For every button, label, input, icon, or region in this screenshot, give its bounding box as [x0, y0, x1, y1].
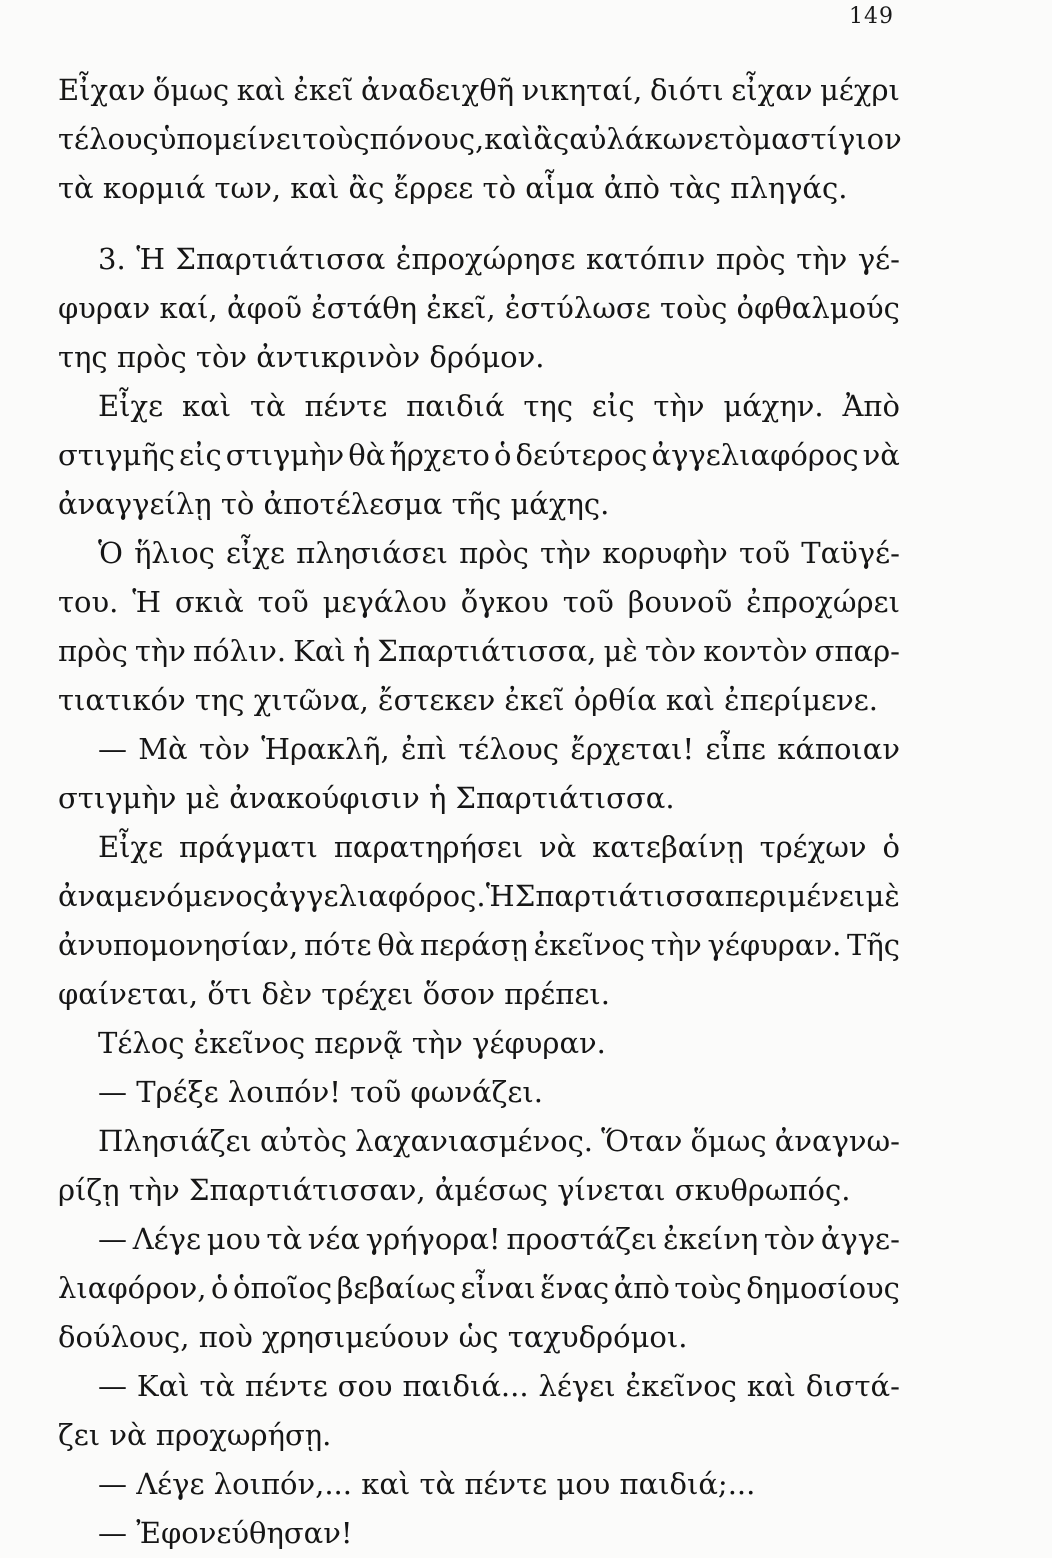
word: ἕνας: [540, 1271, 610, 1305]
word: μὲ: [603, 634, 638, 668]
word: μάχην.: [723, 389, 824, 423]
text-line: [58, 529, 900, 578]
word: τοῦ: [257, 585, 309, 619]
word: πέντε: [304, 389, 388, 423]
word: ὅμως: [690, 1124, 767, 1158]
word: τοῦ: [562, 585, 614, 619]
text-line: [58, 725, 900, 774]
word: σπαρ-: [814, 634, 900, 668]
word: καὶ: [236, 73, 286, 107]
word: Ἀπὸ: [842, 389, 900, 423]
word: Εἶχε: [98, 389, 164, 423]
word: 3.: [98, 242, 126, 276]
word: λιαφόρον,: [58, 1271, 207, 1305]
text-line: [58, 823, 900, 872]
text-line: ζει νὰ προχωρήσῃ.: [58, 1418, 332, 1452]
word: ἐστύλωσε: [504, 291, 651, 325]
word: ἀγγε-: [820, 1222, 900, 1256]
word: Τῆς: [847, 928, 900, 962]
word: ἡ: [352, 634, 371, 668]
word: ἥλιος: [134, 536, 215, 570]
word: καὶ: [182, 389, 232, 423]
word: Ἡ: [132, 585, 162, 619]
word: τὸν: [198, 732, 250, 766]
word: γρήγορα!: [365, 1222, 501, 1256]
word: τοὺς: [659, 291, 728, 325]
word: περάσῃ: [420, 928, 528, 962]
word: ὀφθαλμούς: [736, 291, 900, 325]
text-line: — Λέγε λοιπόν,... καὶ τὰ πέντε μου παιδιά;...: [98, 1467, 756, 1501]
word: ἀναμενόμενος: [58, 879, 269, 913]
word: Ὅταν: [601, 1124, 683, 1158]
text-line: ρίζῃ τὴν Σπαρτιάτισσαν, ἀμέσως γίνεται σκυθρωπός.: [58, 1173, 851, 1207]
word: ὁ: [882, 830, 900, 864]
word: τέλους: [58, 122, 159, 156]
word: ὁ: [493, 438, 512, 472]
word: καὶ: [484, 122, 534, 156]
word: γέφυραν.: [707, 928, 842, 962]
text-line: τὰ κορμιά των, καὶ ἂς ἔρρεε τὸ αἷμα ἀπὸ τὰς πληγάς.: [58, 171, 848, 205]
word: Ὁ: [98, 536, 123, 570]
word: ἐπροχώρει: [746, 585, 900, 619]
word: Εἶχαν: [58, 73, 146, 107]
word: εἶχε: [226, 536, 286, 570]
page-number: 149: [849, 4, 894, 29]
word: στιγμῆς: [58, 438, 176, 472]
word: πόνους,: [369, 122, 485, 156]
word: κάποιαν: [777, 732, 900, 766]
word: —: [98, 732, 127, 766]
word: σου: [337, 1369, 393, 1403]
text-line: [58, 1264, 900, 1313]
word: ἐκεῖνος: [533, 928, 646, 962]
word: τοὺς: [674, 1271, 742, 1305]
word: Ἡ: [136, 242, 165, 276]
text-line: [58, 578, 900, 627]
word: στιγμὴν: [225, 438, 345, 472]
word: Μὰ: [138, 732, 188, 766]
word: εἶναι: [460, 1271, 536, 1305]
word: ἀναδειχθῆ: [361, 73, 515, 107]
word: θὰ: [348, 438, 386, 472]
text-line: φαίνεται, ὅτι δὲν τρέχει ὅσον πρέπει.: [58, 977, 610, 1011]
word: μεγάλου: [322, 585, 447, 619]
word: τὰ: [266, 1222, 303, 1256]
word: ἀγγελιαφόρος: [651, 438, 859, 472]
word: τὴν: [540, 536, 592, 570]
word: τὸν: [763, 1222, 816, 1256]
word: ἀγγελιαφόρος.: [269, 879, 486, 913]
text-line: [58, 921, 900, 970]
text-line: [58, 235, 900, 284]
word: διότι: [649, 73, 724, 107]
word: παιδιά: [406, 389, 505, 423]
text-line: Τέλος ἐκεῖνος περνᾷ τὴν γέφυραν.: [98, 1026, 606, 1060]
word: τὴν: [653, 389, 705, 423]
word: ἤρχετο: [389, 438, 490, 472]
word: διστά-: [805, 1369, 900, 1403]
word: τὴν: [650, 928, 702, 962]
word: πράγματι: [179, 830, 318, 864]
word: Ἡ: [485, 879, 515, 913]
word: ἐκεῖ,: [426, 291, 496, 325]
word: πέντε: [244, 1369, 328, 1403]
word: εἶχαν: [731, 73, 813, 107]
word: Πλησιάζει: [98, 1124, 252, 1158]
word: παιδιά...: [402, 1369, 529, 1403]
word: της: [523, 389, 574, 423]
word: αὐτὸς: [260, 1124, 347, 1158]
word: βεβαίως: [336, 1271, 457, 1305]
word: ἀναγνω-: [774, 1124, 900, 1158]
text-line: [58, 284, 900, 333]
text-line: [58, 1117, 900, 1166]
word: πότε: [303, 928, 372, 962]
word: μέχρι: [820, 73, 900, 107]
word: Ἡρακλῆ,: [261, 732, 390, 766]
word: τοῦ: [738, 536, 791, 570]
word: δημοσίους: [746, 1271, 900, 1305]
word: ὑπομείνει: [158, 122, 303, 156]
text-line: [58, 872, 900, 921]
word: Σπαρτιάτισσα,: [377, 634, 597, 668]
word: ὅμως: [152, 73, 230, 107]
word: μαστίγιον: [752, 122, 902, 156]
word: μου: [206, 1222, 261, 1256]
word: —: [98, 1369, 127, 1403]
word: τέλους: [458, 732, 560, 766]
word: τὰ: [199, 1369, 236, 1403]
word: ἀφοῦ: [226, 291, 302, 325]
word: Σπαρτιάτισσα: [514, 879, 725, 913]
word: κατόπιν: [586, 242, 706, 276]
word: νικηταί,: [521, 73, 643, 107]
text-line: [58, 431, 900, 480]
word: ὄγκου: [460, 585, 549, 619]
word: ὁ: [211, 1271, 229, 1305]
word: πρὸς: [715, 242, 786, 276]
word: τρέχων: [759, 830, 867, 864]
word: Καὶ: [136, 1369, 190, 1403]
word: εἰς: [179, 438, 222, 472]
word: μὲ: [865, 879, 900, 913]
word: ἀνυπομονησίαν,: [58, 928, 299, 962]
word: Ταϋγέ-: [801, 536, 900, 570]
word: σκιὰ: [174, 585, 244, 619]
word: περιμένει: [724, 879, 866, 913]
body-text: [58, 66, 900, 1558]
word: νέα: [307, 1222, 361, 1256]
word: ἐκεῖ: [293, 73, 354, 107]
word: ἐστάθη: [311, 291, 418, 325]
text-line: [58, 66, 900, 115]
word: του.: [58, 585, 119, 619]
word: δεύτερος: [515, 438, 648, 472]
text-line: — Ἐφονεύθησαν!: [98, 1516, 353, 1550]
word: εἰς: [591, 389, 635, 423]
word: ἐκεῖνος: [625, 1369, 737, 1403]
text-line: [58, 627, 900, 676]
word: ἐπὶ: [401, 732, 447, 766]
word: ἂς: [533, 122, 570, 156]
word: κορυφὴν: [602, 536, 728, 570]
word: γέ-: [857, 242, 900, 276]
word: τὴν: [796, 242, 848, 276]
word: τοὺς: [302, 122, 370, 156]
word: εἶπε: [705, 732, 766, 766]
word: τὸ: [718, 122, 753, 156]
word: βουνοῦ: [627, 585, 733, 619]
word: κατεβαίνῃ: [592, 830, 744, 864]
word: αὐλάκωνε: [569, 122, 719, 156]
word: φυραν: [58, 291, 151, 325]
word: Λέγε: [132, 1222, 202, 1256]
text-line: δούλους, ποὺ χρησιμεύουν ὡς ταχυδρόμοι.: [58, 1320, 688, 1354]
word: πρὸς: [459, 536, 529, 570]
word: ἔρχεται!: [570, 732, 695, 766]
word: πλησιάσει: [296, 536, 448, 570]
word: παρατηρήσει: [333, 830, 524, 864]
word: τὸν: [644, 634, 697, 668]
text-line: της πρὸς τὸν ἀντικρινὸν δρόμον.: [58, 340, 545, 374]
word: καὶ: [746, 1369, 796, 1403]
word: καί,: [159, 291, 218, 325]
word: τὴν: [134, 634, 186, 668]
text-line: ἀναγγείλῃ τὸ ἀποτέλεσμα τῆς μάχης.: [58, 487, 610, 521]
word: ὁποῖος: [233, 1271, 333, 1305]
word: προστάζει: [506, 1222, 658, 1256]
word: Εἶχε: [98, 830, 164, 864]
text-line: [58, 115, 900, 164]
word: κοντὸν: [703, 634, 808, 668]
text-line: [58, 1215, 900, 1264]
word: Καὶ: [293, 634, 346, 668]
word: λέγει: [538, 1369, 616, 1403]
text-line: τιατικόν της χιτῶνα, ἔστεκεν ἐκεῖ ὀρθία καὶ ἐπερίμενε.: [58, 683, 878, 717]
text-line: — Τρέξε λοιπόν! τοῦ φωνάζει.: [98, 1075, 543, 1109]
word: ἀπὸ: [613, 1271, 670, 1305]
word: νὰ: [862, 438, 900, 472]
word: ἐπροχώρησε: [395, 242, 576, 276]
word: —: [98, 1222, 127, 1256]
word: τὰ: [249, 389, 286, 423]
text-line: [58, 382, 900, 431]
text-line: [58, 1362, 900, 1411]
word: πρὸς: [58, 634, 128, 668]
word: Σπαρτιάτισσα: [175, 242, 386, 276]
word: νὰ: [539, 830, 577, 864]
word: πόλιν.: [193, 634, 287, 668]
word: ἐκείνη: [663, 1222, 759, 1256]
word: λαχανιασμένος.: [355, 1124, 594, 1158]
word: θὰ: [377, 928, 415, 962]
text-line: στιγμὴν μὲ ἀνακούφισιν ἡ Σπαρτιάτισσα.: [58, 781, 675, 815]
